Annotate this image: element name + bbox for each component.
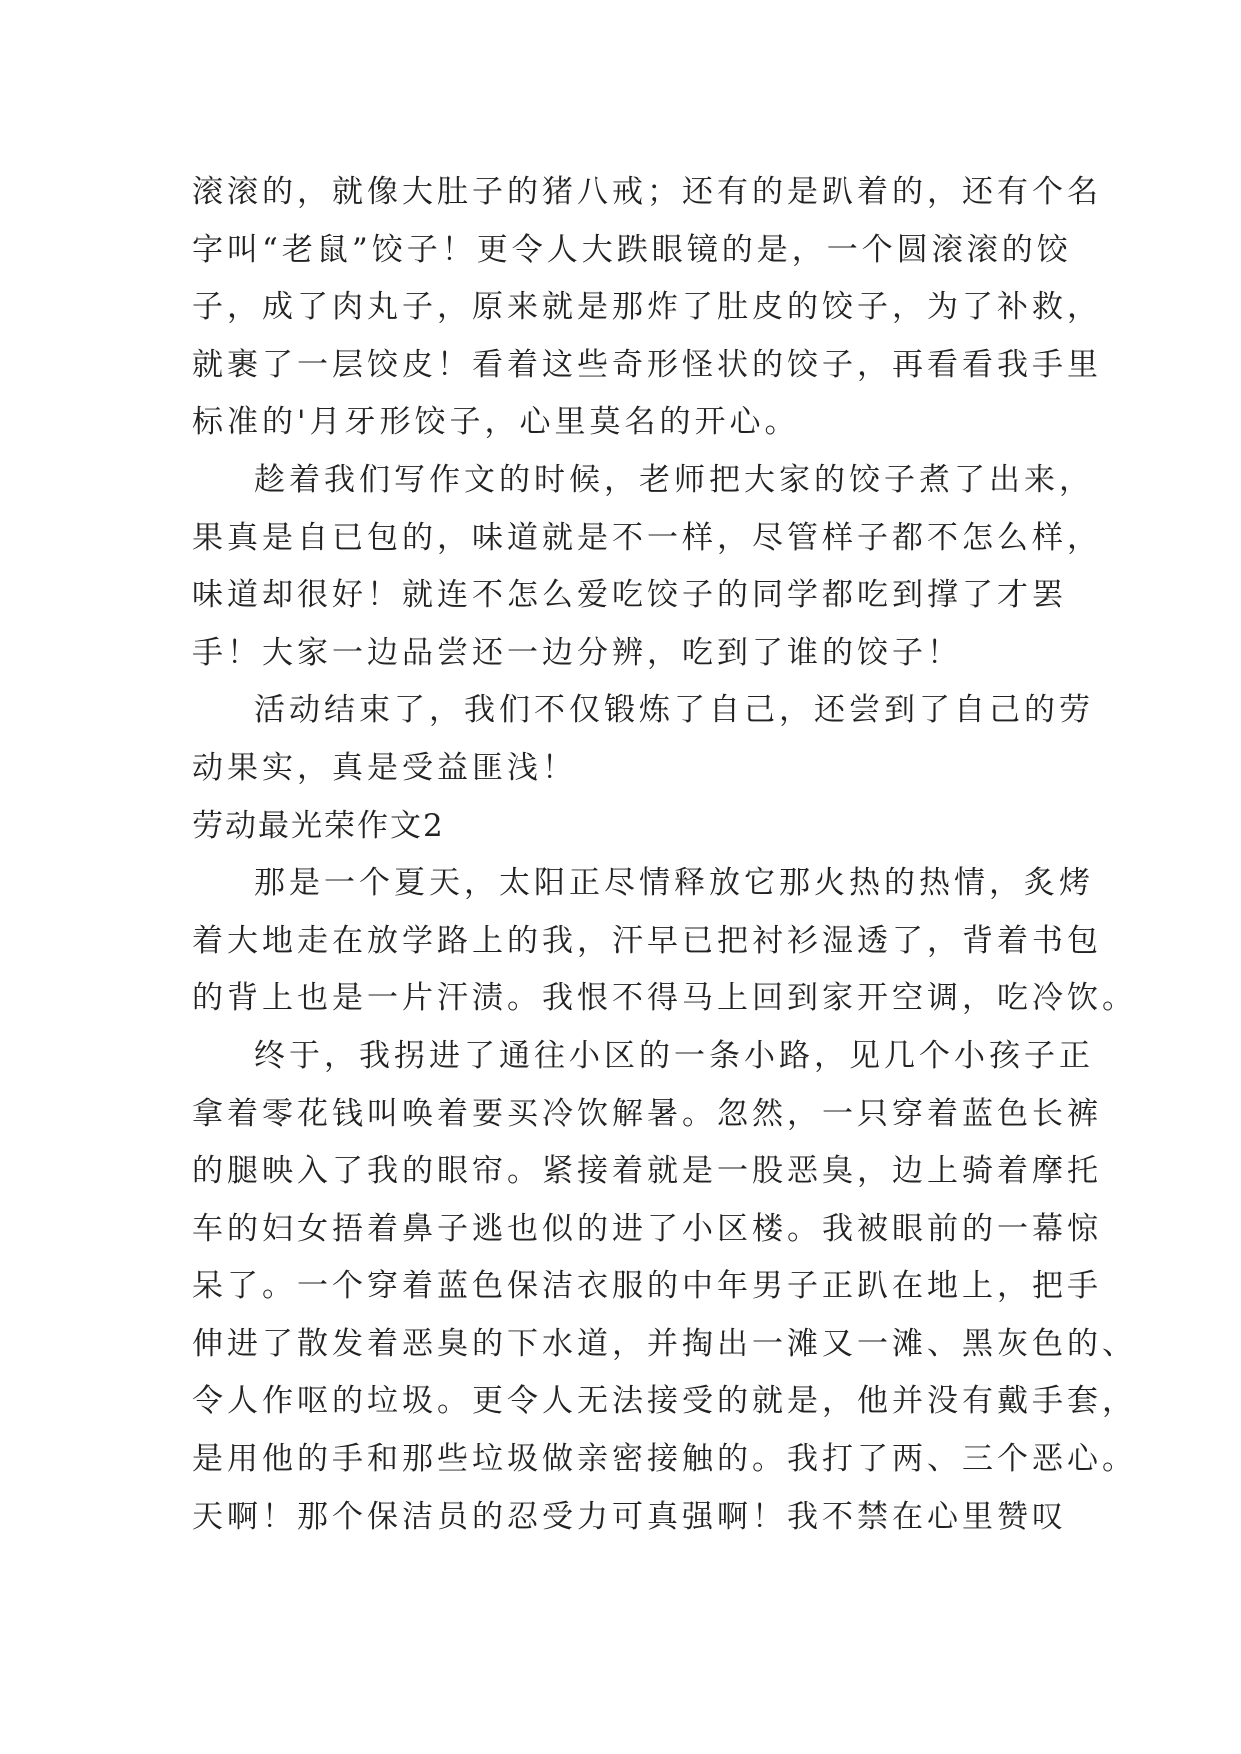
paragraph-line: 的腿映入了我的眼帘。紧接着就是一股恶臭，边上骑着摩托	[192, 1153, 1102, 1190]
paragraph-line: 果真是自已包的，味道就是不一样，尽管样子都不怎么样，	[192, 519, 1102, 556]
paragraph-line: 滚滚的，就像大肚子的猪八戒；还有的是趴着的，还有个名	[192, 174, 1102, 210]
paragraph-line: 那是一个夏天，太阳正尽情释放它那火热的热情，炙烤	[254, 865, 1094, 902]
section-heading: 劳动最光荣作文2	[192, 807, 445, 844]
paragraph-line: 着大地走在放学路上的我，汗早已把衬衫湿透了，背着书包	[192, 922, 1102, 959]
paragraph-line: 标准的'月牙形饺子，心里莫名的开心。	[192, 404, 800, 441]
paragraph-line: 的背上也是一片汗渍。我恨不得马上回到家开空调，吃冷饮。	[192, 980, 1137, 1017]
paragraph-line: 拿着零花钱叫唤着要买冷饮解暑。忽然，一只穿着蓝色长裤	[192, 1095, 1102, 1132]
paragraph-line: 车的妇女捂着鼻子逃也似的进了小区楼。我被眼前的一幕惊	[192, 1210, 1102, 1247]
paragraph-line: 伸进了散发着恶臭的下水道，并掏出一滩又一滩、黑灰色的、	[192, 1325, 1137, 1362]
essay-body	[192, 164, 1137, 1546]
paragraph-line: 味道却很好！就连不怎么爱吃饺子的同学都吃到撑了才罢	[192, 577, 1067, 614]
paragraph-line: 字叫“老鼠”饺子！更令人大跌眼镜的是，一个圆滚滚的饺	[192, 231, 1072, 268]
paragraph-line: 天啊！那个保洁员的忍受力可真强啊！我不禁在心里赞叹	[192, 1498, 1067, 1535]
paragraph-line: 子，成了肉丸子，原来就是那炸了肚皮的饺子，为了补救，	[192, 289, 1102, 326]
paragraph-line: 手！大家一边品尝还一边分辨，吃到了谁的饺子！	[192, 634, 962, 671]
paragraph-line: 活动结束了，我们不仅锻炼了自己，还尝到了自己的劳	[254, 692, 1094, 729]
paragraph-line: 趁着我们写作文的时候，老师把大家的饺子煮了出来，	[254, 461, 1094, 498]
paragraph-line: 是用他的手和那些垃圾做亲密接触的。我打了两、三个恶心。	[192, 1441, 1137, 1478]
paragraph-line: 就裹了一层饺皮！看着这些奇形怪状的饺子，再看看我手里	[192, 346, 1102, 383]
paragraph-line: 呆了。一个穿着蓝色保洁衣服的中年男子正趴在地上，把手	[192, 1268, 1102, 1305]
paragraph-line: 终于，我拐进了通往小区的一条小路，见几个小孩子正	[254, 1037, 1094, 1074]
paragraph-line: 动果实，真是受益匪浅！	[192, 749, 577, 786]
paragraph-line: 令人作呕的垃圾。更令人无法接受的就是，他并没有戴手套，	[192, 1383, 1137, 1420]
